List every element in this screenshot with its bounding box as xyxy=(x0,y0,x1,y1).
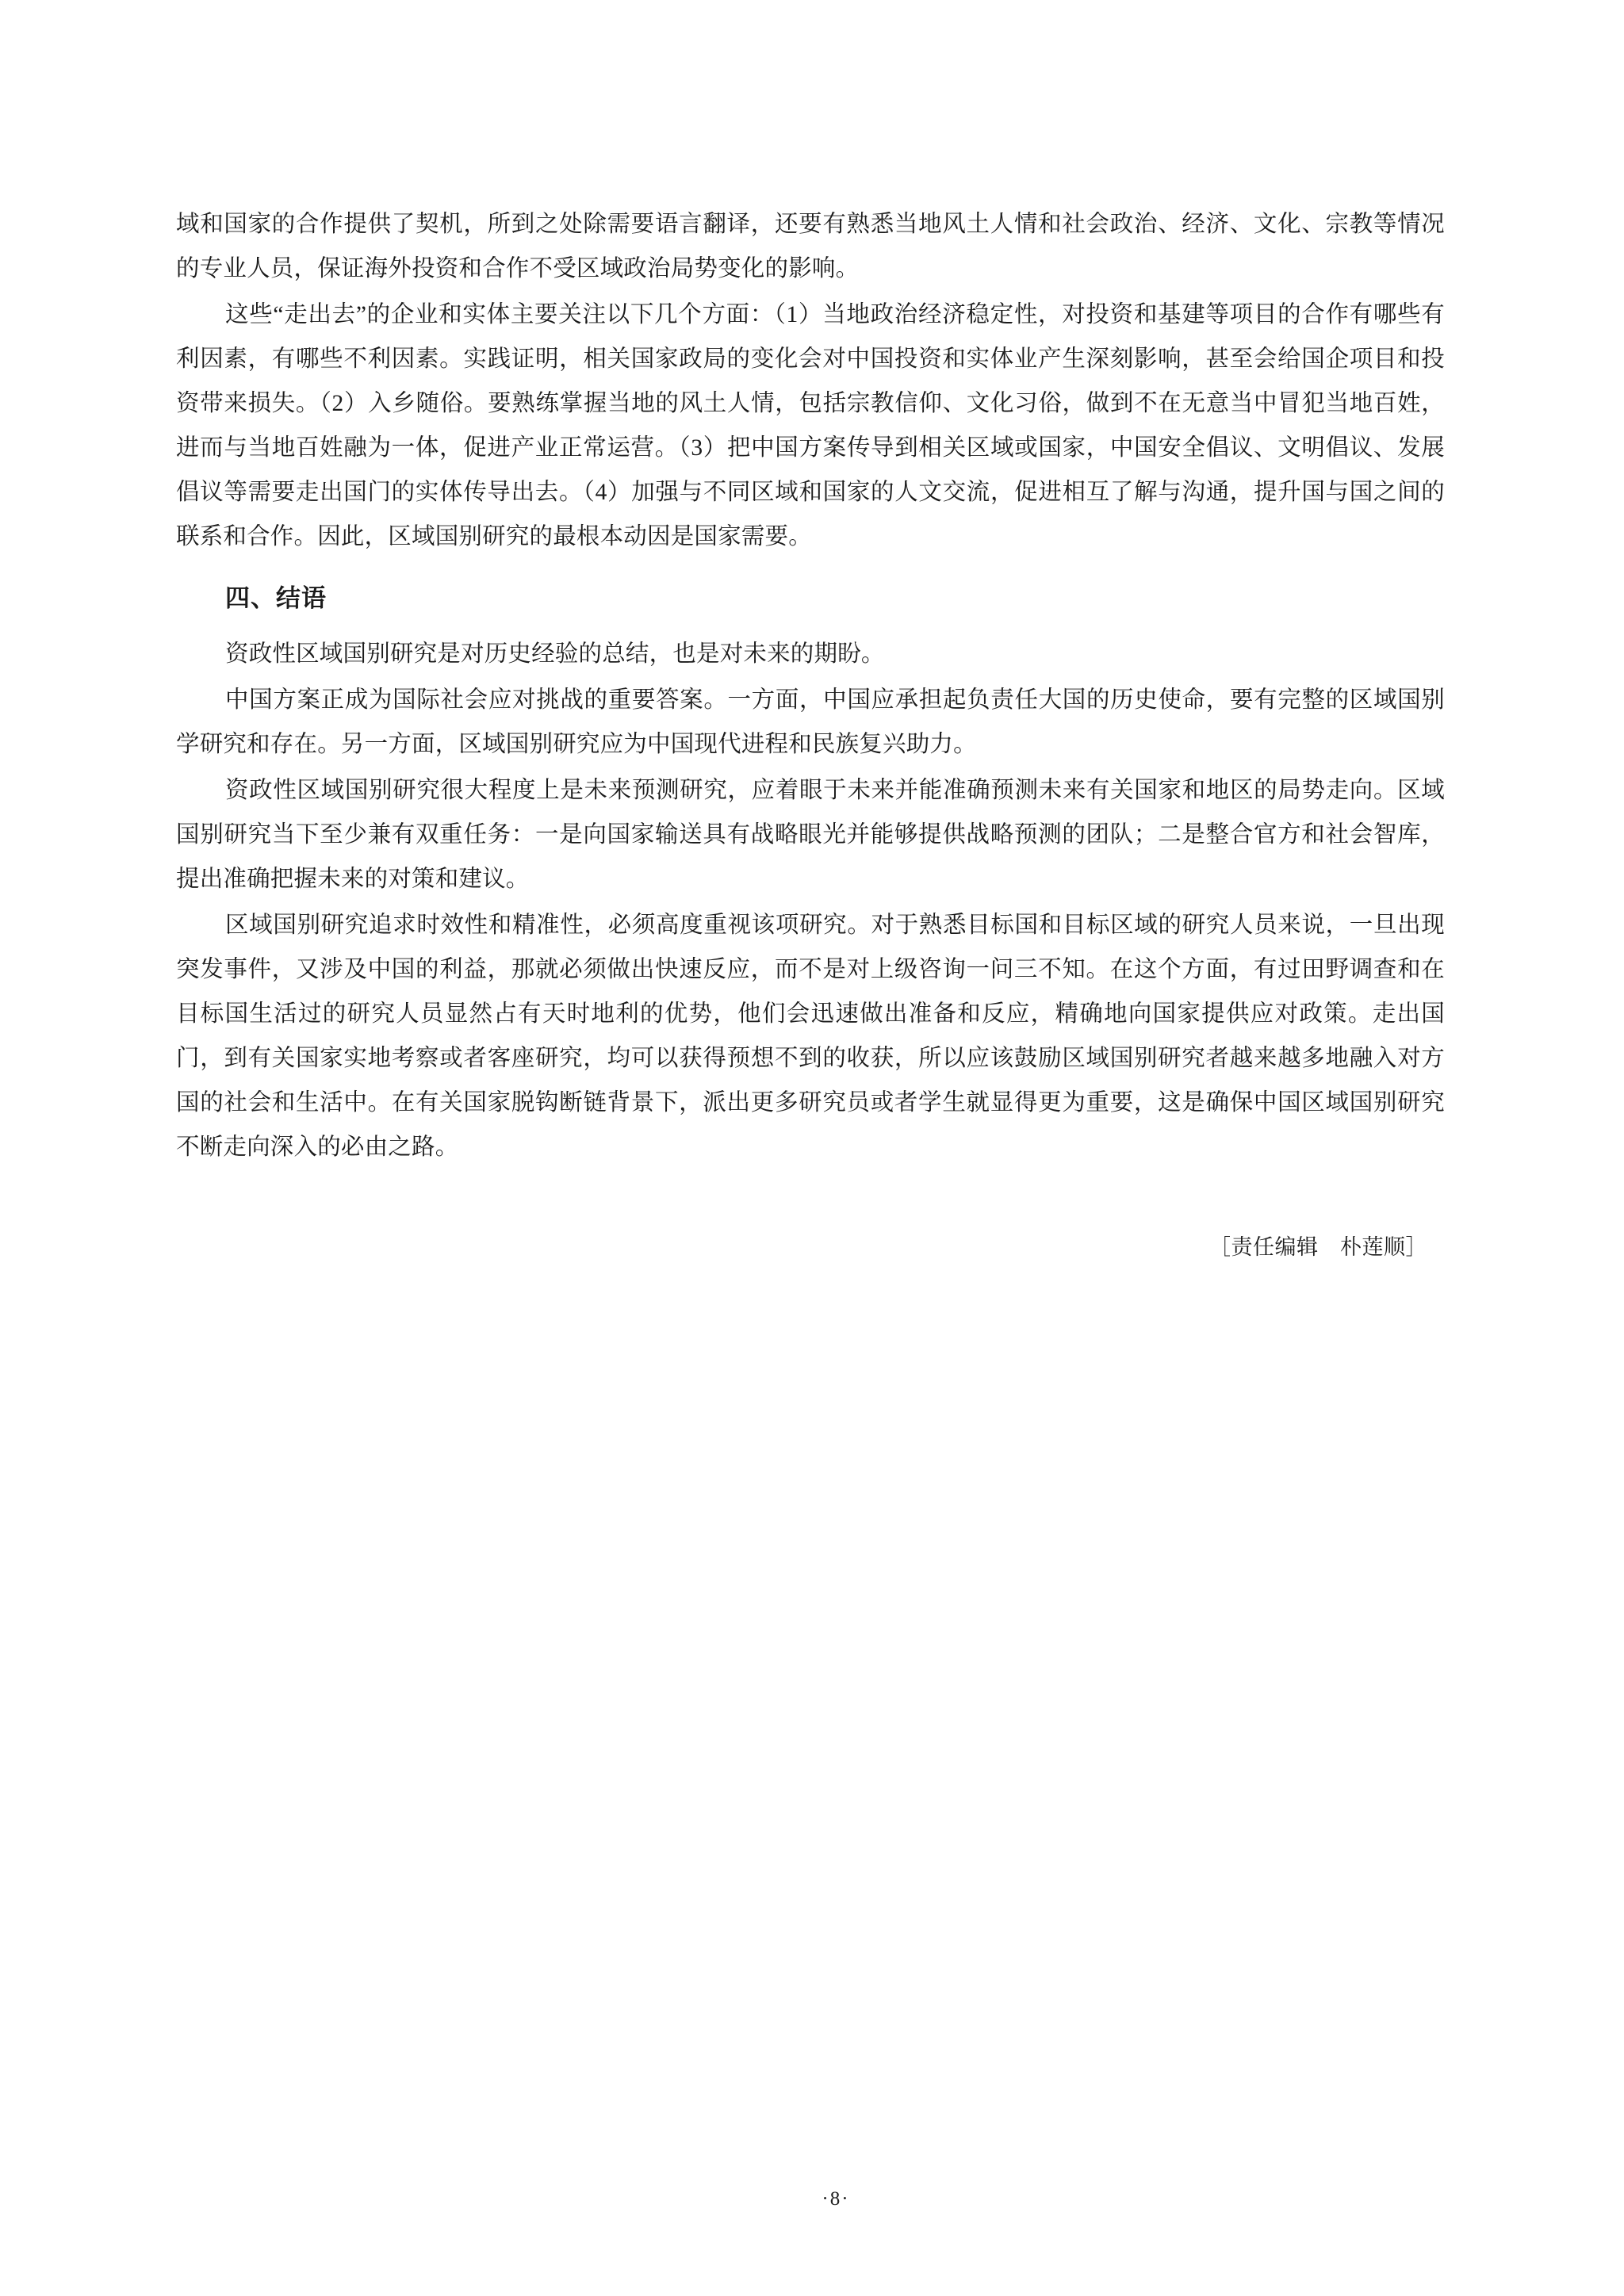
section-heading-conclusion: 四、结语 xyxy=(225,584,327,612)
page-number: ·8· xyxy=(822,2188,850,2210)
paragraph-going-out-enterprises: 这些“走出去”的企业和实体主要关注以下几个方面：（1）当地政治经济稳定性，对投资和基建等项目的合作有哪些有利因素，有哪些不利因素。实践证明，相关国家政局的变化会对中国投资和实体业产生深刻影响，甚至会给国企项目和投资带来损失。（2）入乡随俗。要熟练掌握当地的风土人情，包括宗教信仰、文化习俗，做到不在无意当中冒犯当地百姓，进而与当地百姓融为一体，促进产业正常运营。（3）把中国方案传导到相关区域或国家，中国安全倡议、文明倡议、发展倡议等需要走出国门的实体传导出去。（4）加强与不同区域和国家的人文交流，促进相互了解与沟通，提升国与国之间的联系和合作。因此，区域国别研究的最根本动因是国家需要。 xyxy=(176,302,1445,549)
paragraph-conclusion-1: 资政性区域国别研究是对历史经验的总结，也是对未来的期盼。 xyxy=(225,641,885,667)
page-content xyxy=(176,202,1445,1261)
paragraph-conclusion-3: 资政性区域国别研究很大程度上是未来预测研究，应着眼于未来并能准确预测未来有关国家和地区的局势走向。区域国别研究当下至少兼有双重任务：一是向国家输送具有战略眼光并能够提供战略预测的团队；二是整合官方和社会智库，提出准确把握未来的对策和建议。 xyxy=(176,778,1445,892)
editor-note: ［责任编辑 朴莲顺］ xyxy=(1209,1235,1427,1259)
paragraph-conclusion-2: 中国方案正成为国际社会应对挑战的重要答案。一方面，中国应承担起负责任大国的历史使命，要有完整的区域国别学研究和存在。另一方面，区域国别研究应为中国现代进程和民族复兴助力。 xyxy=(176,687,1445,757)
paragraph-conclusion-4: 区域国别研究追求时效性和精准性，必须高度重视该项研究。对于熟悉目标国和目标区域的研究人员来说，一旦出现突发事件，又涉及中国的利益，那就必须做出快速反应，而不是对上级咨询一问三不知。在这个方面，有过田野调查和在目标国生活过的研究人员显然占有天时地利的优势，他们会迅速做出准备和反应，精确地向国家提供应对政策。走出国门，到有关国家实地考察或者客座研究，均可以获得预想不到的收获，所以应该鼓励区域国别研究者越来越多地融入对方国的社会和生活中。在有关国家脱钩断链背景下，派出更多研究员或者学生就显得更为重要，这是确保中国区域国别研究不断走向深入的必由之路。 xyxy=(176,913,1445,1160)
paragraph-continuation: 域和国家的合作提供了契机，所到之处除需要语言翻译，还要有熟悉当地风土人情和社会政治、经济、文化、宗教等情况的专业人员，保证海外投资和合作不受区域政治局势变化的影响。 xyxy=(176,212,1445,281)
